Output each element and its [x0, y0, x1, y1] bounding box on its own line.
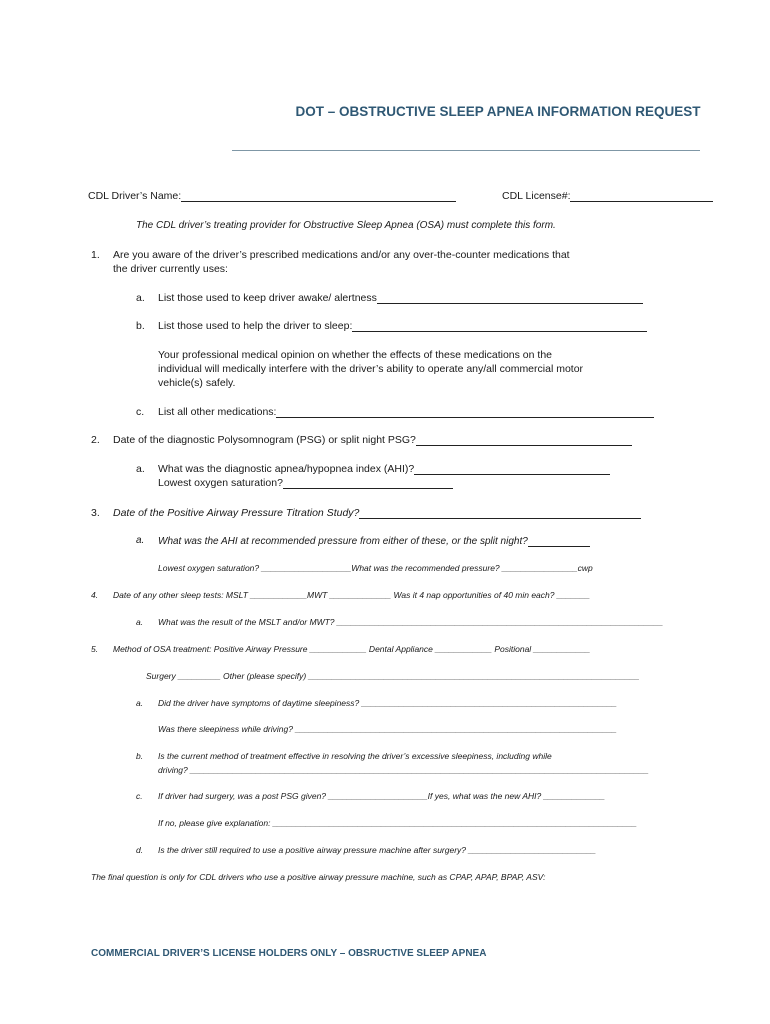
q5c-sub-text: If no, please give explanation: _____________________________________________________________________________ — [158, 818, 637, 828]
final-question-note: The final question is only for CDL drivers who use a positive airway pressure machine, such as CPAP, APAP, BPAP, ASV: — [91, 872, 546, 882]
q4a-letter: a. — [136, 617, 144, 627]
license-input[interactable] — [570, 190, 713, 202]
q1b-text: List those used to help the driver to sleep: — [158, 320, 353, 332]
license-field — [502, 190, 713, 202]
q2a-sat-input[interactable] — [283, 477, 453, 489]
q5-surgery-line: Surgery _________ Other (please specify) ______________________________________________________________________ — [146, 671, 640, 681]
driver-name-input[interactable] — [181, 190, 456, 202]
q1-opinion-line2: individual will medically interfere with the driver’s ability to operate any/all commercial motor — [158, 363, 584, 375]
q2a-field — [158, 463, 610, 475]
q3-number: 3. — [91, 507, 100, 519]
q1a-field — [158, 292, 643, 304]
q3a-text: What was the AHI at recommended pressure from either of these, or the split night? — [158, 536, 528, 547]
q2a-sat-field — [158, 477, 453, 489]
q5c-letter: c. — [136, 791, 143, 801]
q1-text-line2: the driver currently uses: — [113, 263, 228, 275]
q5a-text: Did the driver have symptoms of daytime sleepiness? ______________________________________________________ — [158, 698, 617, 708]
q2-input[interactable] — [416, 434, 632, 446]
q2-number: 2. — [91, 434, 100, 446]
q5d-letter: d. — [136, 845, 144, 855]
title-divider — [232, 150, 700, 151]
q1b-input[interactable] — [352, 320, 647, 332]
driver-name-field — [88, 190, 456, 202]
q5d-text: Is the driver still required to use a positive airway pressure machine after surgery? ___________________________ — [158, 845, 597, 855]
q5c-text: If driver had surgery, was a post PSG given? _____________________If yes, what was the new AHI? _____________ — [158, 791, 606, 801]
q2-field — [113, 434, 632, 446]
q1c-field — [158, 406, 654, 418]
q2-text: Date of the diagnostic Polysomnogram (PSG) or split night PSG? — [113, 434, 416, 446]
footer-heading: COMMERCIAL DRIVER’S LICENSE HOLDERS ONLY – OBSRUCTIVE SLEEP APNEA — [91, 948, 487, 959]
q5a-sub-text: Was there sleepiness while driving? ____________________________________________________________________ — [158, 724, 617, 734]
q2a-sat-text: Lowest oxygen saturation? — [158, 477, 283, 489]
q3a-letter: a. — [136, 535, 145, 546]
q1-opinion-line1: Your professional medical opinion on whether the effects of these medications on the — [158, 349, 553, 361]
q3-field — [113, 507, 641, 519]
q5b-text: Is the current method of treatment effective in resolving the driver’s excessive sleepiness, including while — [158, 751, 552, 761]
q1b-letter: b. — [136, 320, 145, 332]
q1-number: 1. — [91, 249, 100, 261]
q3a-field — [158, 535, 590, 547]
q1b-field — [158, 320, 647, 332]
q5b-text-line2: driving? _________________________________________________________________________________________________ — [158, 765, 649, 775]
q3a-input[interactable] — [528, 535, 590, 547]
q5b-letter: b. — [136, 751, 144, 761]
q1-text-line1: Are you aware of the driver’s prescribed medications and/or any over-the-counter medications that — [113, 249, 570, 261]
q5-number: 5. — [91, 644, 99, 654]
q1c-input[interactable] — [276, 406, 654, 418]
page-title: DOT – OBSTRUCTIVE SLEEP APNEA INFORMATION REQUEST — [295, 104, 701, 119]
q4-text: Date of any other sleep tests: MSLT ____________MWT _____________ Was it 4 nap opportunities of 40 min each? _______ — [113, 590, 590, 600]
q2a-letter: a. — [136, 463, 145, 475]
q1c-text: List all other medications: — [158, 406, 277, 418]
q3-text: Date of the Positive Airway Pressure Titration Study? — [113, 507, 360, 519]
q3-saturation-line: Lowest oxygen saturation? ___________________What was the recommended pressure? ________________cwp — [158, 563, 593, 573]
q1a-letter: a. — [136, 292, 145, 304]
q2a-text: What was the diagnostic apnea/hypopnea index (AHI)? — [158, 463, 415, 475]
q5a-letter: a. — [136, 698, 144, 708]
q3-input[interactable] — [359, 507, 641, 519]
q2a-input[interactable] — [414, 463, 610, 475]
q1a-text: List those used to keep driver awake/ alertness — [158, 292, 377, 304]
q4-number: 4. — [91, 590, 99, 600]
q1c-letter: c. — [136, 406, 145, 418]
q5-text: Method of OSA treatment: Positive Airway Pressure ____________ Dental Appliance ____________ Positional ____________ — [113, 644, 591, 654]
license-label: CDL License#: — [502, 190, 571, 202]
q4a-text: What was the result of the MSLT and/or MWT? _____________________________________________________________________ — [158, 617, 664, 627]
driver-name-label: CDL Driver’s Name: — [88, 190, 182, 202]
q1a-input[interactable] — [377, 292, 643, 304]
intro-text: The CDL driver’s treating provider for Obstructive Sleep Apnea (OSA) must complete this form. — [136, 220, 556, 231]
q1-opinion-line3: vehicle(s) safely. — [158, 377, 236, 389]
